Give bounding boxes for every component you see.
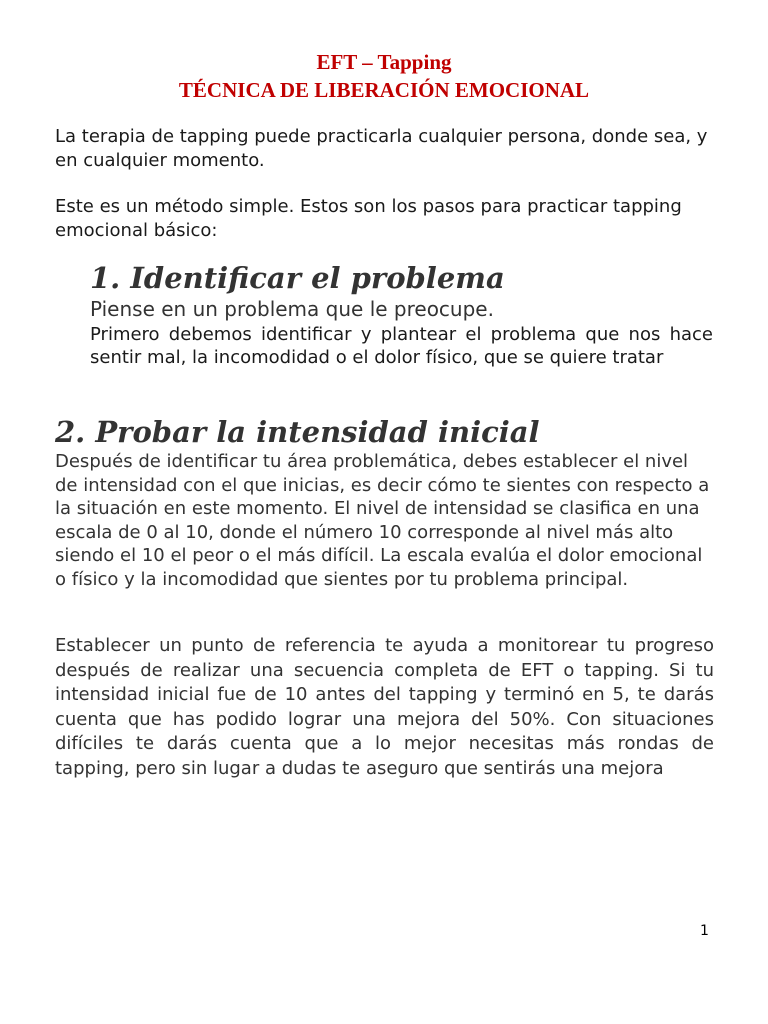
- step-1-heading: 1. Identificar el problema: [90, 261, 505, 295]
- page-number: 1: [700, 923, 709, 939]
- intro-paragraph-1: La terapia de tapping puede practicarla cualquier persona, donde sea, y en cualquier momento.: [55, 126, 708, 171]
- step-2-body-2: Establecer un punto de referencia te ayuda a monitorear tu progreso después de realizar una secuencia completa de EFT o tapping. Si tu intensidad inicial fue de 10 antes del tapping y terminó en 5, te darás cuenta que has podido lograr una mejora del 50%. Con situaciones difíciles te darás cuenta que a lo mejor necesitas más rondas de tapping, pero sin lugar a dudas te aseguro que sentirás una mejora: [55, 635, 714, 779]
- document-subtitle: TÉCNICA DE LIBERACIÓN EMOCIONAL: [178, 78, 590, 102]
- step-2-heading: 2. Probar la intensidad inicial: [55, 415, 540, 449]
- document-title: EFT – Tapping: [316, 50, 452, 74]
- step-2-body-1: Después de identificar tu área problemática, debes establecer el nivel de intensidad con el que inicias, es decir cómo te sientes con respecto a la situación en este momento. El nivel de intensidad se clasifica en una escala de 0 al 10, donde el número 10 corresponde al nivel más alto siendo el 10 el peor o el más difícil. La escala evalúa el dolor emocional o físico y la incomodidad que sientes por tu problema principal.: [55, 451, 710, 590]
- step-1-body: Primero debemos identificar y plantear el problema que nos hace sentir mal, la incomodidad o el dolor físico, que se quiere tratar: [90, 324, 713, 368]
- step-1-subheading: Piense en un problema que le preocupe.: [90, 297, 494, 321]
- intro-paragraph-2: Este es un método simple. Estos son los pasos para practicar tapping emocional básico:: [55, 196, 682, 241]
